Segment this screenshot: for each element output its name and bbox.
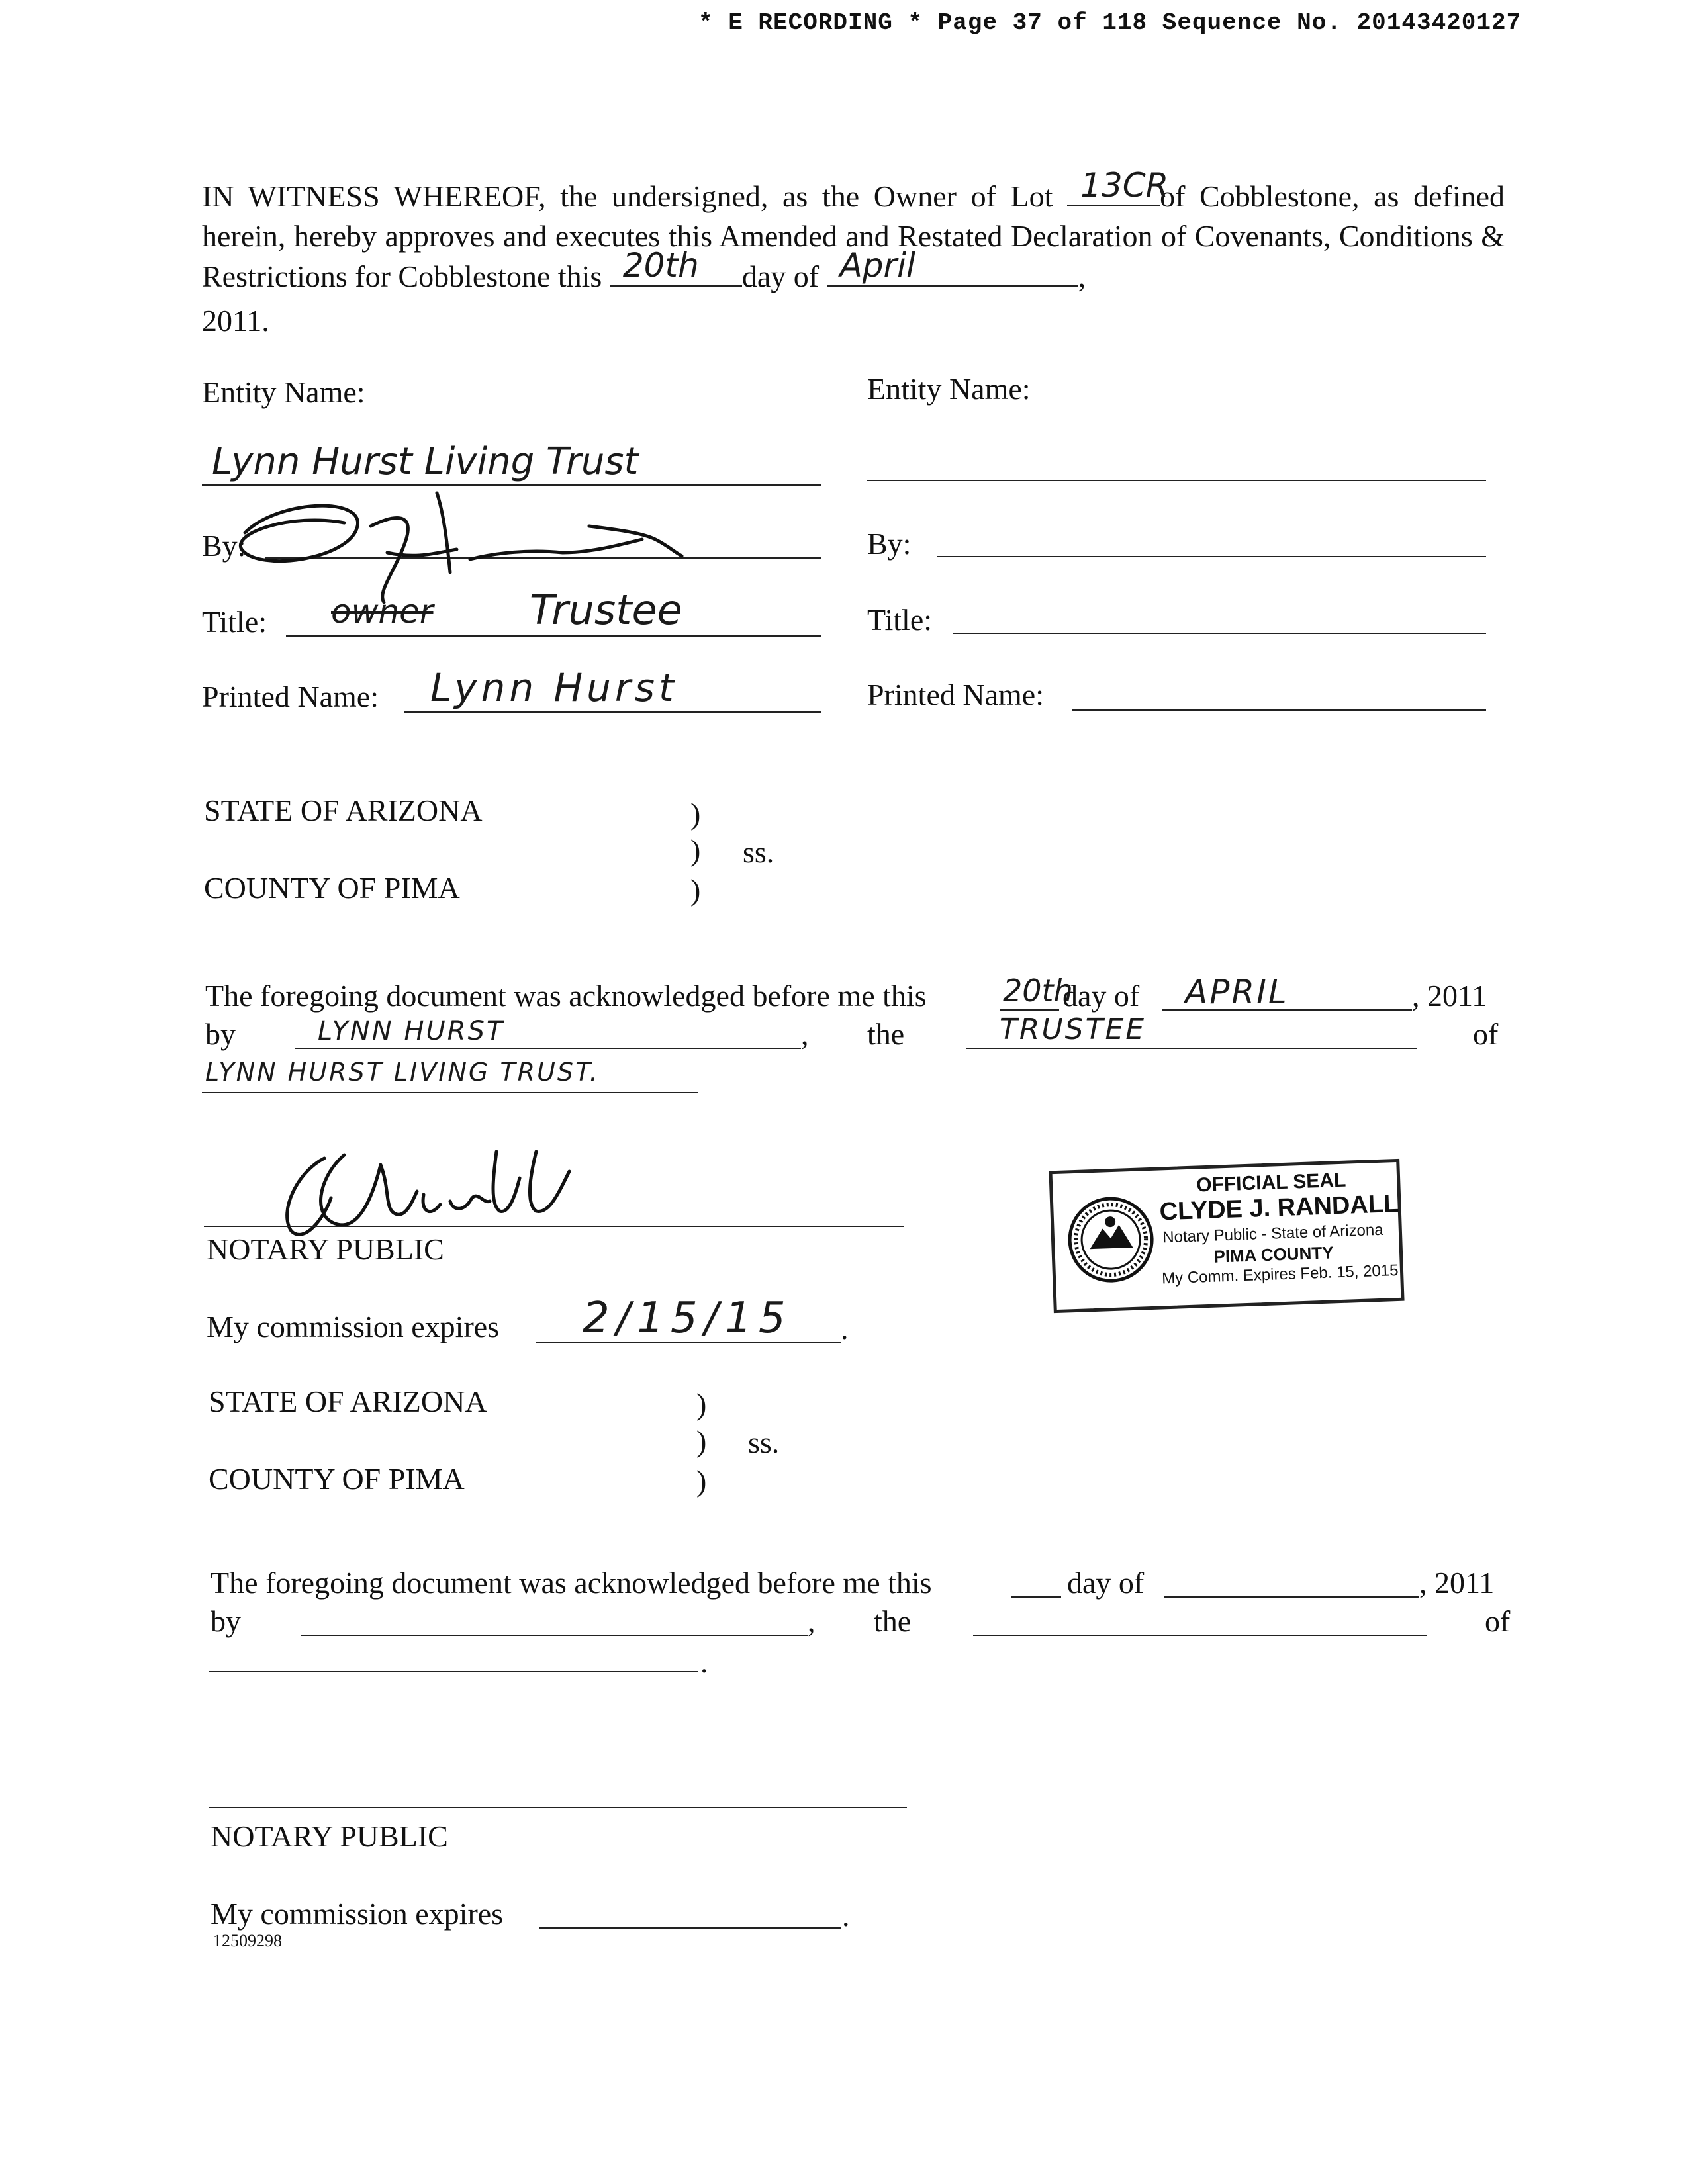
notary2-expires-label: My commission expires bbox=[211, 1897, 504, 1931]
ack2-by-line bbox=[301, 1635, 808, 1636]
left-by-label: By: bbox=[202, 529, 246, 563]
venue1-county: COUNTY OF PIMA bbox=[204, 871, 460, 905]
ack2-comma: , bbox=[808, 1604, 816, 1638]
witness-text-2: of Cobblestone, as defined herein, hereby approves and executes this Amended and Restated Declaration of Covenants, Conditions & Restrictions for Cobblestone this bbox=[202, 179, 1505, 293]
notary1-signature-line bbox=[204, 1226, 904, 1227]
venue2-paren-2: ) bbox=[696, 1424, 707, 1458]
ack1-text-2: day of bbox=[1062, 979, 1140, 1013]
left-printed-label: Printed Name: bbox=[202, 680, 379, 713]
notary2-signature-line bbox=[209, 1807, 907, 1808]
venue2-paren-1: ) bbox=[696, 1387, 707, 1421]
witness-day-value: 20th bbox=[622, 246, 699, 285]
ack2-entity-line bbox=[209, 1671, 698, 1672]
left-title-struck-value: owner bbox=[331, 592, 434, 631]
left-title-line bbox=[286, 635, 821, 637]
venue2-state: STATE OF ARIZONA bbox=[209, 1385, 487, 1418]
ack1-the-label: the bbox=[867, 1017, 905, 1051]
ack2-the-label: the bbox=[874, 1604, 912, 1638]
seal-line-2: CLYDE J. RANDALL bbox=[1158, 1189, 1399, 1226]
right-title-label: Title: bbox=[867, 603, 933, 637]
notary2-expires-line bbox=[539, 1927, 841, 1929]
ack2-year: , 2011 bbox=[1419, 1566, 1495, 1600]
left-entity-line bbox=[202, 484, 821, 486]
ack1-day-value: 20th bbox=[1003, 973, 1073, 1009]
lot-number-field bbox=[1067, 166, 1169, 206]
ack1-entity-line bbox=[202, 1092, 698, 1093]
ack1-role-line bbox=[966, 1048, 1417, 1049]
right-title-line bbox=[953, 633, 1486, 634]
ack2-of-label: of bbox=[1485, 1604, 1511, 1638]
right-printed-line bbox=[1072, 709, 1486, 711]
ack2-by-label: by bbox=[211, 1604, 241, 1638]
footer-doc-number: 12509298 bbox=[213, 1931, 282, 1950]
ack1-by-label: by bbox=[205, 1017, 236, 1051]
notary1-period: . bbox=[841, 1312, 849, 1345]
notary2-period: . bbox=[842, 1899, 850, 1933]
ack2-day-line bbox=[1011, 1596, 1061, 1598]
ack1-role-value: TRUSTEE bbox=[1000, 1013, 1147, 1046]
right-entity-line bbox=[867, 480, 1486, 481]
witness-text-1: IN WITNESS WHEREOF, the undersigned, as the Owner of Lot bbox=[202, 179, 1053, 213]
right-printed-label: Printed Name: bbox=[867, 678, 1044, 711]
ack2-month-line bbox=[1164, 1596, 1419, 1598]
venue2-ss: ss. bbox=[748, 1426, 780, 1459]
notary1-expires-value: 2/15/15 bbox=[583, 1294, 792, 1343]
left-entity-label: Entity Name: bbox=[202, 375, 365, 409]
seal-line-4: PIMA COUNTY bbox=[1213, 1242, 1335, 1267]
ack2-text-1: The foregoing document was acknowledged before me this bbox=[211, 1566, 932, 1600]
left-printed-line bbox=[404, 711, 821, 713]
venue1-paren-3: ) bbox=[690, 873, 701, 907]
venue2-paren-3: ) bbox=[696, 1464, 707, 1498]
left-printed-value: Lynn Hurst bbox=[430, 665, 678, 710]
witness-year: 2011. bbox=[202, 304, 269, 338]
left-title-value: Trustee bbox=[530, 586, 682, 634]
witness-month-field bbox=[827, 246, 1078, 287]
notary1-label: NOTARY PUBLIC bbox=[207, 1232, 444, 1266]
right-entity-label: Entity Name: bbox=[867, 372, 1031, 406]
ack1-by-line bbox=[295, 1048, 801, 1049]
venue1-state: STATE OF ARIZONA bbox=[204, 794, 483, 827]
venue1-ss: ss. bbox=[743, 835, 774, 869]
seal-line-1: OFFICIAL SEAL bbox=[1196, 1169, 1346, 1197]
recording-header: * E RECORDING * Page 37 of 118 Sequence No. 20143420127 bbox=[698, 9, 1522, 36]
seal-line-5: My Comm. Expires Feb. 15, 2015 bbox=[1161, 1261, 1399, 1288]
ack1-by-value: LYNN HURST bbox=[318, 1016, 505, 1046]
ack1-entity-value: LYNN HURST LIVING TRUST. bbox=[205, 1058, 600, 1087]
venue1-paren-2: ) bbox=[690, 833, 701, 867]
ack1-month-value: APRIL bbox=[1185, 973, 1289, 1011]
ack1-comma: , bbox=[801, 1017, 809, 1051]
ack2-text-2: day of bbox=[1067, 1566, 1145, 1600]
notary2-label: NOTARY PUBLIC bbox=[211, 1819, 448, 1853]
notary1-signature bbox=[265, 1138, 635, 1244]
official-seal-stamp bbox=[1049, 1159, 1404, 1313]
witness-day-field bbox=[610, 246, 742, 287]
ack2-role-line bbox=[973, 1635, 1427, 1636]
witness-paragraph bbox=[202, 166, 1505, 296]
right-by-line bbox=[937, 556, 1486, 557]
witness-text-3: day of bbox=[741, 259, 820, 293]
lot-number-value: 13CR bbox=[1080, 166, 1169, 205]
ack1-of-label: of bbox=[1473, 1017, 1499, 1051]
left-title-label: Title: bbox=[202, 605, 267, 639]
ack1-day-line bbox=[1000, 1009, 1059, 1011]
witness-month-value: April bbox=[839, 246, 915, 285]
seal-line-3: Notary Public - State of Arizona bbox=[1162, 1220, 1384, 1247]
right-by-label: By: bbox=[867, 527, 912, 561]
ack1-text-1: The foregoing document was acknowledged before me this bbox=[205, 979, 927, 1013]
state-seal-icon bbox=[1065, 1194, 1158, 1287]
venue1-paren-1: ) bbox=[690, 797, 701, 831]
witness-text-4: , bbox=[1078, 259, 1086, 293]
ack2-period: . bbox=[700, 1645, 708, 1679]
notary1-expires-label: My commission expires bbox=[207, 1310, 500, 1343]
venue2-county: COUNTY OF PIMA bbox=[209, 1462, 465, 1496]
ack1-year: , 2011 bbox=[1412, 979, 1487, 1013]
left-entity-value: Lynn Hurst Living Trust bbox=[212, 440, 639, 483]
